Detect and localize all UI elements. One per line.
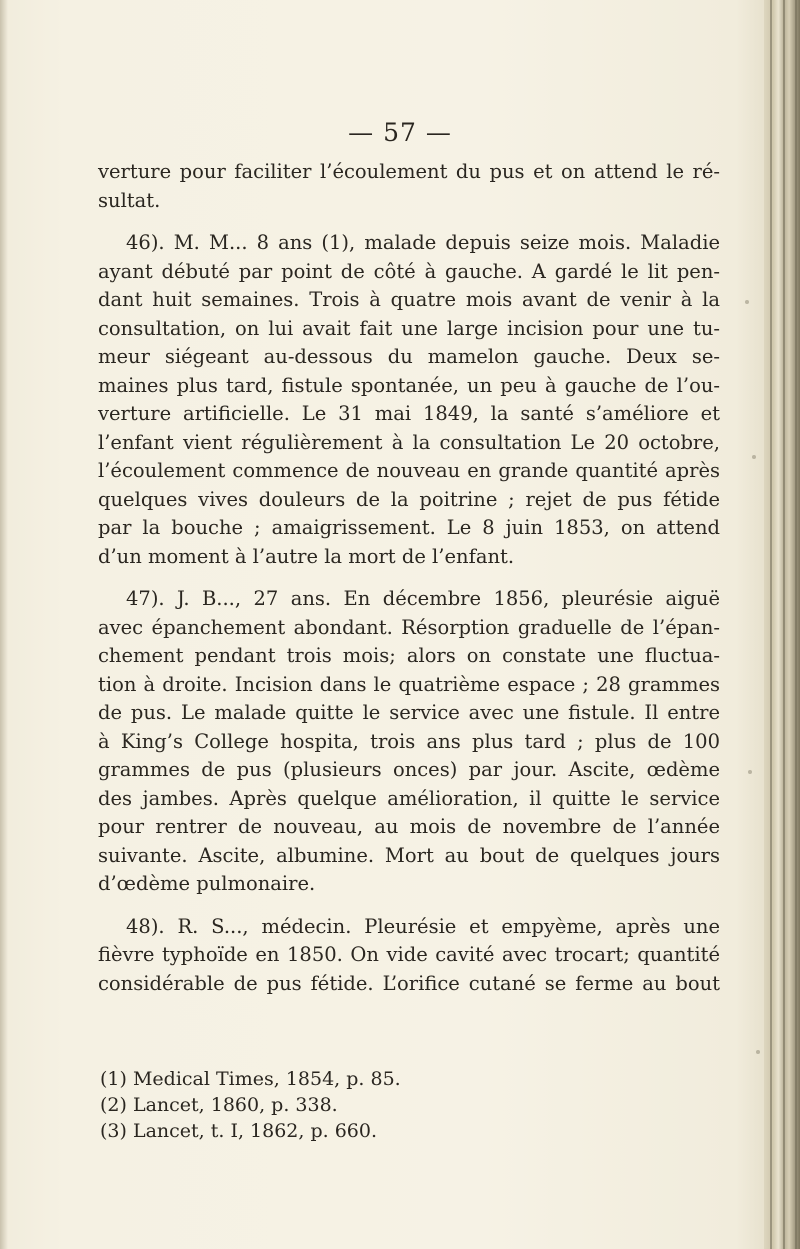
text-line: verture pour faciliter l’écoulement du pus et on attend le ré- bbox=[98, 160, 720, 183]
footnote: (3) Lancet, t. I, 1862, p. 660. bbox=[100, 1120, 378, 1142]
text-line: consultation, on lui avait fait une large incision pour une tu- bbox=[98, 316, 720, 340]
text-line: meur siégeant au-dessous du mamelon gauche. Deux se- bbox=[98, 345, 720, 368]
footnote: (1) Medical Times, 1854, p. 85. bbox=[100, 1068, 401, 1090]
text-line: de pus. Le malade quitte le service avec une fistule. Il entre bbox=[98, 701, 720, 724]
text-line: grammes de pus (plusieurs onces) par jour. Ascite, œdème bbox=[98, 758, 720, 781]
text-line: l’écoulement commence de nouveau en grande quantité après bbox=[98, 459, 720, 482]
text-line: d’œdème pulmonaire. bbox=[98, 872, 316, 895]
paragraph bbox=[98, 229, 720, 571]
paper-speck bbox=[752, 455, 756, 459]
text-line: verture artificielle. Le 31 mai 1849, la santé s’améliore et bbox=[98, 402, 720, 425]
paragraph-gap bbox=[98, 899, 720, 913]
footnote: (2) Lancet, 1860, p. 338. bbox=[100, 1094, 338, 1116]
text-line: chement pendant trois mois; alors on constate une fluctua- bbox=[98, 644, 720, 667]
text-line: quelques vives douleurs de la poitrine ; rejet de pus fétide bbox=[98, 487, 720, 511]
text-line: 48). R. S..., médecin. Pleurésie et empyème, après une bbox=[126, 914, 720, 938]
paragraph bbox=[98, 585, 720, 899]
text-line: l’enfant vient régulièrement à la consultation Le 20 octobre, bbox=[98, 430, 720, 454]
footnotes bbox=[100, 1066, 401, 1144]
text-line: sultat. bbox=[98, 188, 161, 212]
text-line: pour rentrer de nouveau, au mois de novembre de l’année bbox=[98, 815, 720, 838]
text-line: 46). M. M... 8 ans (1), malade depuis seize mois. Maladie bbox=[126, 231, 720, 254]
body-text bbox=[98, 158, 720, 998]
page-left-shadow bbox=[0, 0, 8, 1249]
page-number: — 57 — bbox=[348, 118, 452, 147]
text-line: fièvre typhoïde en 1850. On vide cavité avec trocart; quantité bbox=[98, 943, 720, 966]
paper-speck bbox=[745, 300, 749, 304]
paper-speck bbox=[756, 1050, 760, 1054]
binding-line bbox=[770, 0, 772, 1249]
paragraph-gap bbox=[98, 571, 720, 585]
paragraph-gap bbox=[98, 215, 720, 229]
text-line: ayant débuté par point de côté à gauche. A gardé le lit pen- bbox=[98, 259, 720, 283]
paragraph bbox=[98, 158, 720, 215]
binding-line bbox=[783, 0, 785, 1249]
paragraph bbox=[98, 913, 720, 999]
book-binding-edge bbox=[764, 0, 800, 1249]
text-line: à King’s College hospita, trois ans plus tard ; plus de 100 bbox=[98, 729, 720, 753]
text-line: avec épanchement abondant. Résorption graduelle de l’épan- bbox=[98, 615, 720, 639]
text-line: tion à droite. Incision dans le quatrième espace ; 28 grammes bbox=[98, 672, 720, 696]
binding-line bbox=[795, 0, 797, 1249]
text-line: suivante. Ascite, albumine. Mort au bout de quelques jours bbox=[98, 843, 720, 867]
text-line: des jambes. Après quelque amélioration, il quitte le service bbox=[98, 786, 720, 810]
paper-speck bbox=[748, 770, 752, 774]
text-line: maines plus tard, fistule spontanée, un peu à gauche de l’ou- bbox=[98, 373, 720, 397]
text-line: 47). J. B..., 27 ans. En décembre 1856, pleurésie aiguë bbox=[126, 587, 720, 610]
text-line: d’un moment à l’autre la mort de l’enfant. bbox=[98, 544, 515, 568]
text-line: considérable de pus fétide. L’orifice cutané se ferme au bout bbox=[98, 971, 720, 995]
text-line: par la bouche ; amaigrissement. Le 8 juin 1853, on attend bbox=[98, 516, 720, 539]
text-line: dant huit semaines. Trois à quatre mois avant de venir à la bbox=[98, 288, 720, 311]
